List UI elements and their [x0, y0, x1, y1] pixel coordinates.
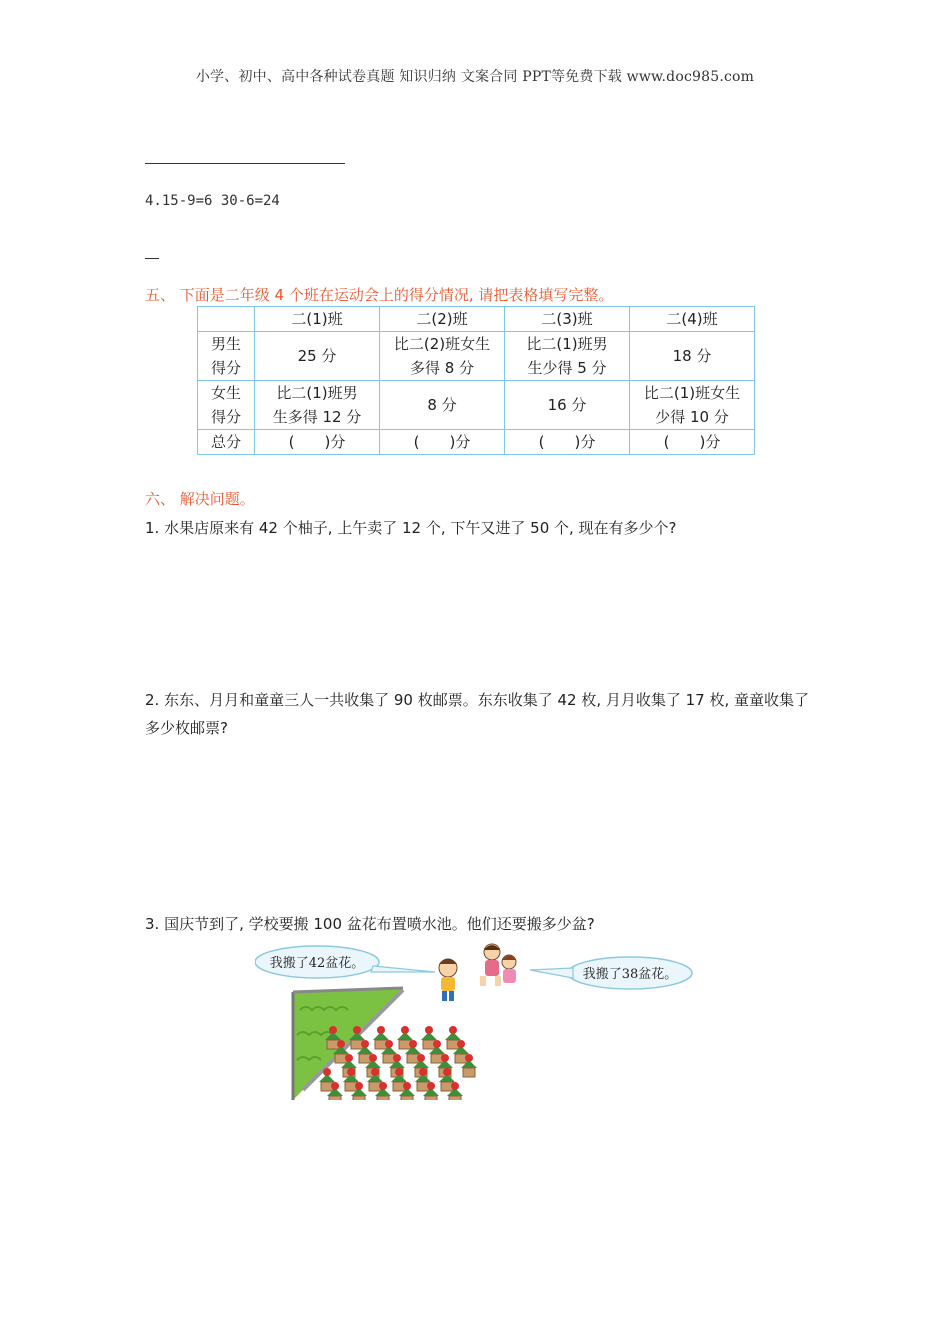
- column-header: 二(3)班: [505, 307, 630, 332]
- cell-text: 比二(1)班男 生多得 12 分: [272, 384, 362, 426]
- answer-line: [145, 163, 345, 164]
- cell-text: 比二(2)班女生 多得 8 分: [393, 335, 491, 377]
- table-cell: [630, 381, 755, 430]
- table-row: [198, 430, 755, 455]
- blank-answer-cell[interactable]: ( )分: [505, 430, 630, 455]
- table-corner-cell: [198, 307, 255, 332]
- blank-answer-cell[interactable]: ( )分: [255, 430, 380, 455]
- cell-text: 比二(1)班女生 少得 10 分: [643, 384, 741, 426]
- row-header: 总分: [198, 430, 255, 455]
- page-header: 小学、初中、高中各种试卷真题 知识归纳 文案合同 PPT等免费下载 www.doc985.com: [195, 69, 755, 85]
- table-cell: [255, 381, 380, 430]
- cell-text: 25 分: [297, 347, 337, 365]
- table-header-row: [198, 307, 755, 332]
- column-header: 二(4)班: [630, 307, 755, 332]
- score-table: [197, 306, 755, 455]
- table-cell: [630, 332, 755, 381]
- speech-bubble-left: [255, 946, 435, 978]
- cell-text: 18 分: [672, 347, 712, 365]
- bubble-left-text: 我搬了42盆花。: [269, 956, 365, 971]
- question-3: 3. 国庆节到了, 学校要搬 100 盆花布置喷水池。他们还要搬多少盆?: [145, 915, 595, 933]
- row-header-text: 男生 得分: [210, 335, 241, 377]
- flower-moving-illustration: [255, 940, 695, 1100]
- cell-text: 8 分: [427, 396, 457, 414]
- girl-figure: [480, 944, 516, 986]
- blank-answer-cell[interactable]: ( )分: [380, 430, 505, 455]
- row-header: [198, 381, 255, 430]
- question-2: 2. 东东、月月和童童三人一共收集了 90 枚邮票。东东收集了 42 枚, 月月收集了 17 枚, 童童收集了多少枚邮票?: [145, 691, 810, 737]
- table-row: [198, 381, 755, 430]
- short-dash: [145, 258, 159, 259]
- table-cell: [380, 381, 505, 430]
- table-row: [198, 332, 755, 381]
- row-header: [198, 332, 255, 381]
- section5-title: 五、 下面是二年级 4 个班在运动会上的得分情况, 请把表格填写完整。: [145, 286, 614, 304]
- speech-bubble-right: [530, 957, 692, 989]
- equation-line: 4.15-9=6 30-6=24: [145, 193, 280, 209]
- boy-figure: [439, 959, 457, 1001]
- question-1: 1. 水果店原来有 42 个柚子, 上午卖了 12 个, 下午又进了 50 个, 现在有多少个?: [145, 519, 677, 537]
- row-header-text: 女生 得分: [210, 384, 241, 426]
- cell-text: 比二(1)班男 生少得 5 分: [526, 335, 608, 377]
- column-header: 二(2)班: [380, 307, 505, 332]
- table-cell: [505, 332, 630, 381]
- column-header: 二(1)班: [255, 307, 380, 332]
- table-cell: [255, 332, 380, 381]
- table-cell: [380, 332, 505, 381]
- blank-answer-cell[interactable]: ( )分: [630, 430, 755, 455]
- table-cell: [505, 381, 630, 430]
- bubble-right-text: 我搬了38盆花。: [582, 967, 678, 982]
- section6-title: 六、 解决问题。: [145, 490, 255, 508]
- cell-text: 16 分: [547, 396, 587, 414]
